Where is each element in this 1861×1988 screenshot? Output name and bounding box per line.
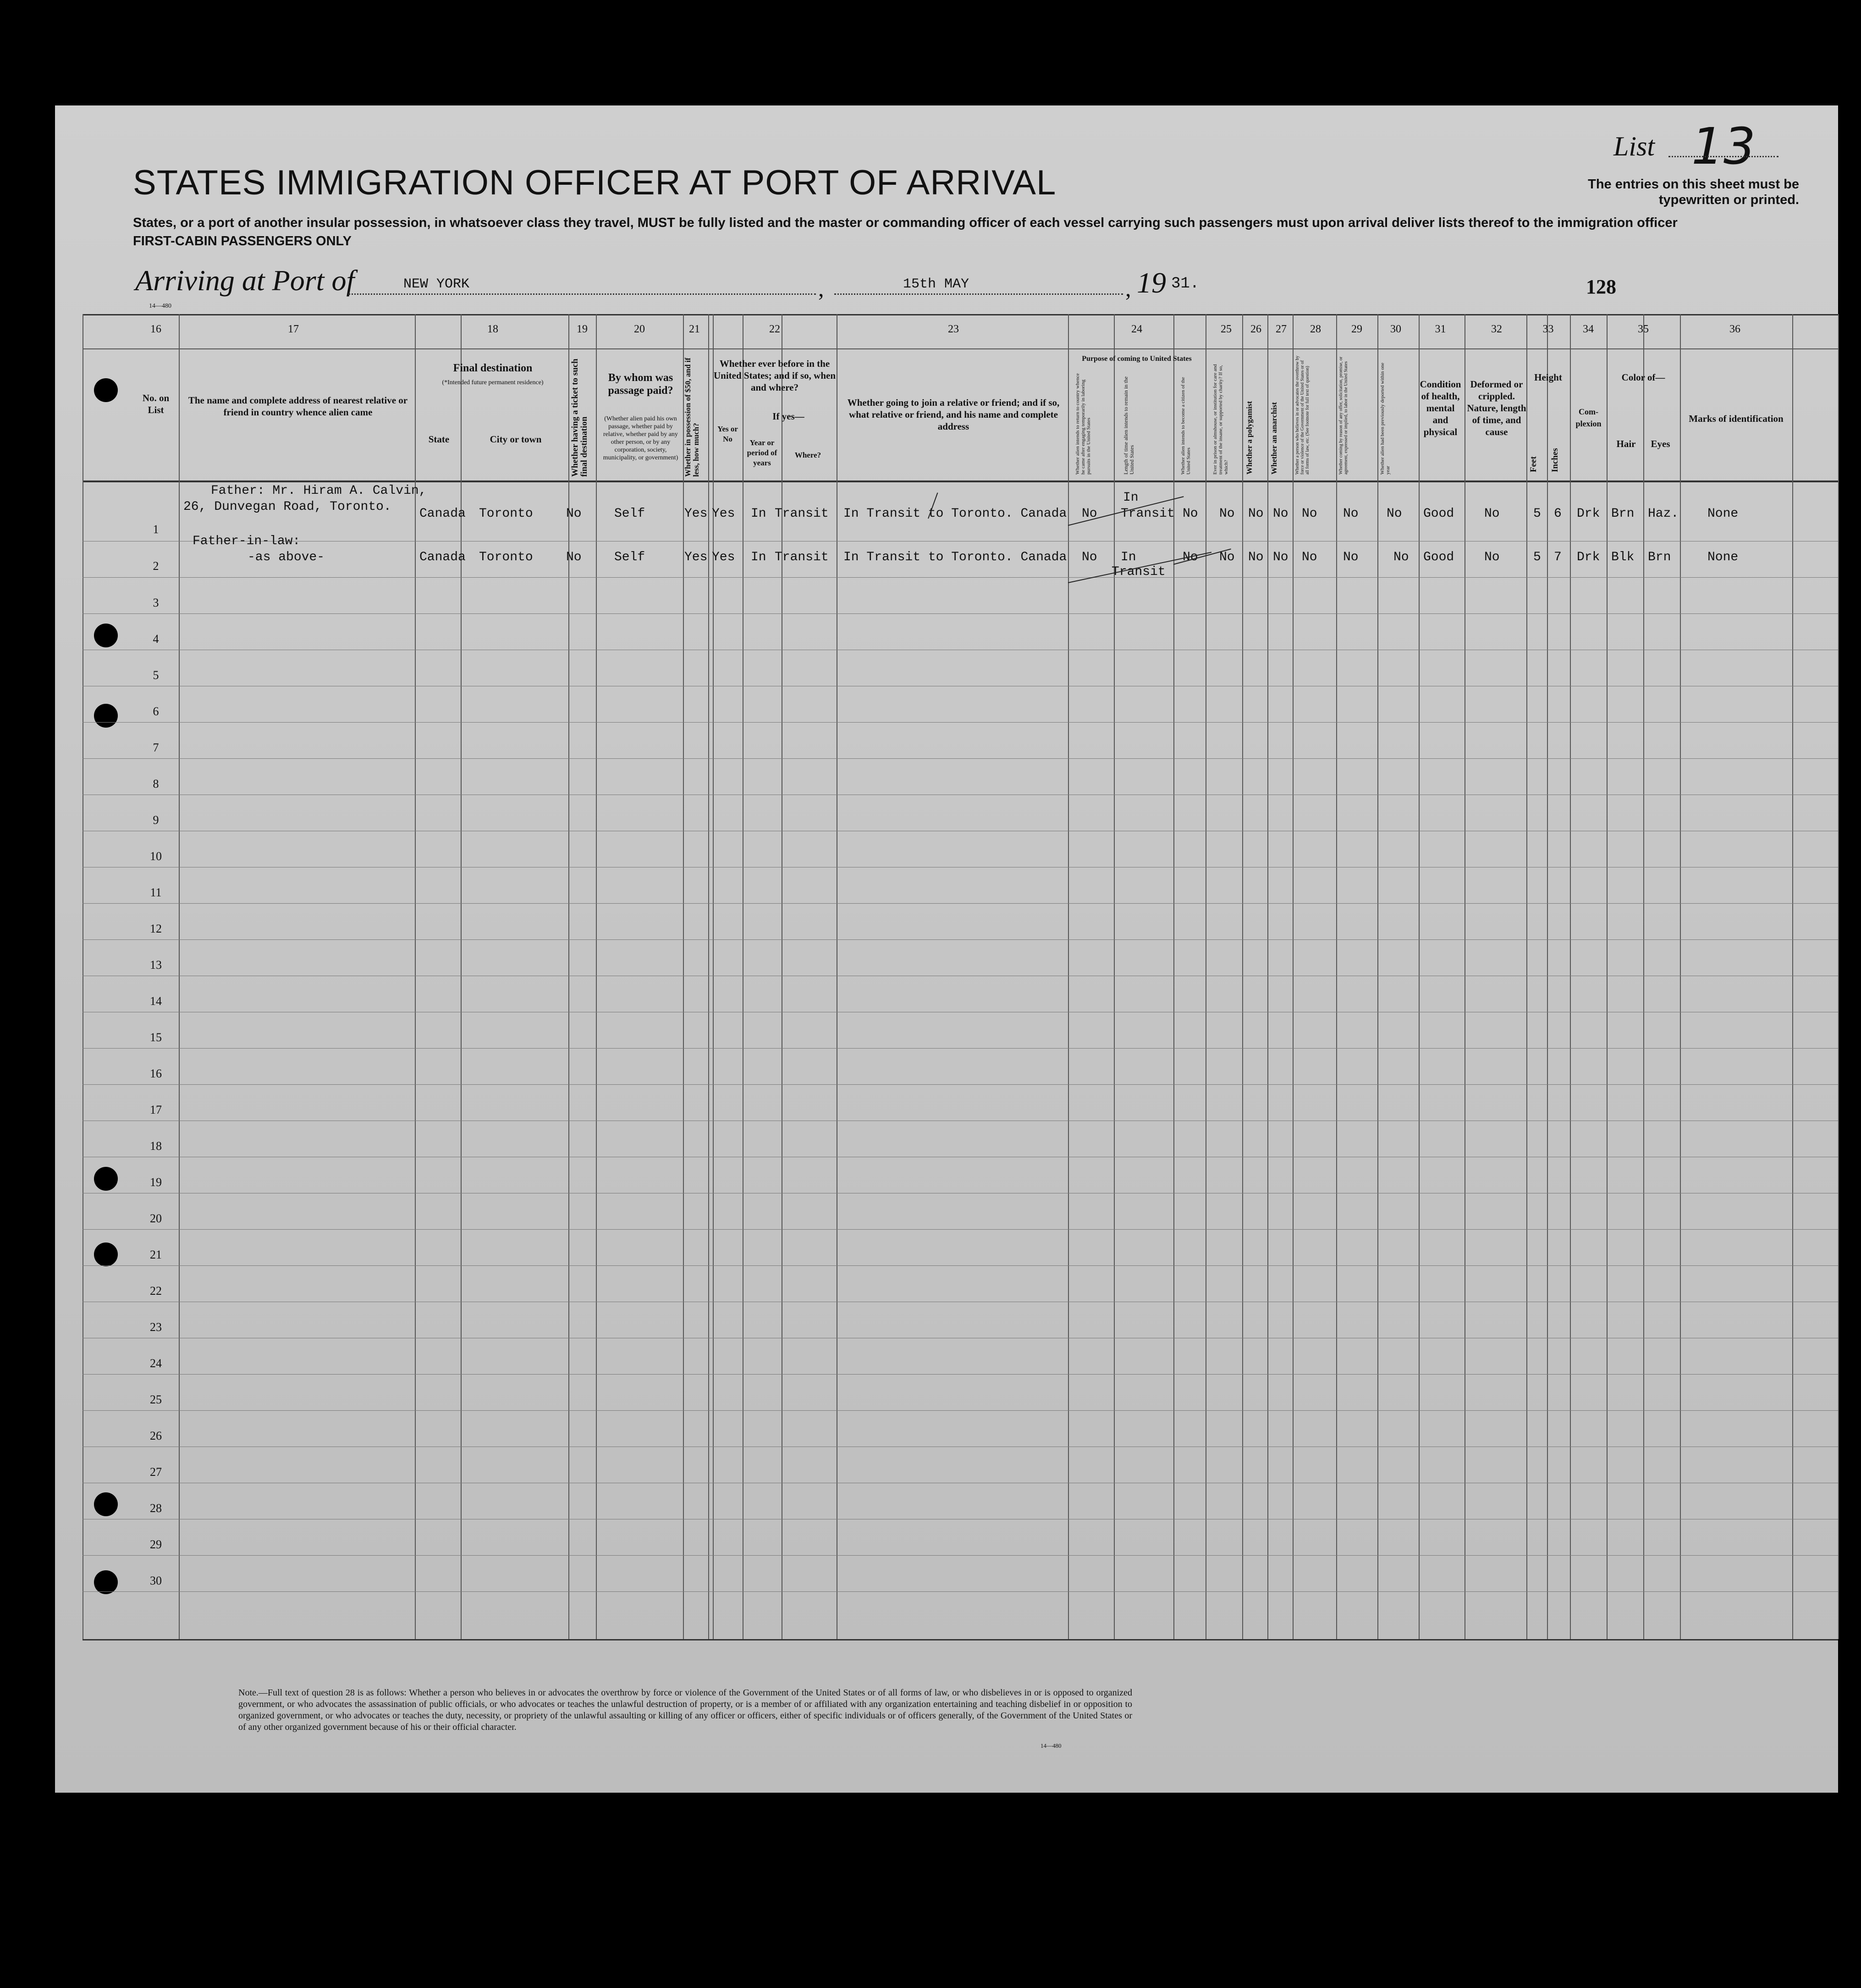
prison-value: No xyxy=(1219,550,1235,564)
column-line xyxy=(683,314,684,1639)
where-value: Transit xyxy=(775,507,829,521)
col-num-32: 32 xyxy=(1491,323,1502,335)
col-num-18: 18 xyxy=(487,323,498,335)
header-purpose: Purpose of coming to United States xyxy=(1082,355,1192,363)
column-line xyxy=(1377,314,1378,1639)
polygamist-value: No xyxy=(1248,507,1264,521)
anarchist-value: No xyxy=(1273,550,1288,564)
passage-paid-value: Self xyxy=(614,507,645,521)
footnote: Note.—Full text of question 28 is as follows: Whether a person who believes in or advocates the overthrow by force or violence of the Government of the United States or of all forms of law, or who disbelieves in or is opposed to organized government, or who advocates the assassination of public officials, or who advocates or teaches the unlawful destruction of property, or is a member of or affiliated with any organization entertaining and teaching disbelief in or opposition to organized government, or who advocates or teaches the duty, necessity, or propriety of the unlawful assaulting or killing of any officer or officers, either of specific individuals or of officers generally, of the Government of the United States or of any other organized government because of his or their official character. xyxy=(238,1688,1132,1732)
row-number: 6 xyxy=(153,705,159,718)
row-line xyxy=(83,1591,1838,1592)
overthrow-value: No xyxy=(1302,550,1317,564)
list-number-line xyxy=(1668,156,1778,157)
col-num-29: 29 xyxy=(1351,323,1362,335)
row-number: 7 xyxy=(153,741,159,754)
hair-value: Blk xyxy=(1611,550,1635,564)
header-fifty-dollars: Whether in possession of $50, and if less, how much? xyxy=(683,358,700,477)
table-bottom-border xyxy=(83,1639,1838,1640)
row-line xyxy=(83,758,1838,759)
column-line xyxy=(415,314,416,1639)
punch-hole xyxy=(94,624,118,647)
ticket-value: No xyxy=(566,507,582,521)
row-number: 4 xyxy=(153,632,159,646)
marks-value: None xyxy=(1707,550,1739,564)
header-final-destination: Final destination xyxy=(453,362,533,374)
column-line xyxy=(1570,314,1571,1639)
form-code: 14—480 xyxy=(149,303,171,309)
ever-before-value: Yes xyxy=(712,550,735,564)
column-line xyxy=(1680,314,1681,1639)
where-value: Transit xyxy=(775,550,829,564)
feet-value: 5 xyxy=(1533,550,1541,564)
return-value: No xyxy=(1082,507,1097,521)
header-health: Condition of health, mental and physical xyxy=(1420,379,1461,437)
return-value: No xyxy=(1082,550,1097,564)
health-value: Good xyxy=(1423,507,1454,521)
length-value-line2: Transit xyxy=(1112,565,1166,579)
complexion-value: Drk xyxy=(1577,550,1600,564)
col-num-34: 34 xyxy=(1583,323,1594,335)
header-marks: Marks of identification xyxy=(1689,413,1784,424)
relative-address-line1: Father-in-law: xyxy=(193,534,301,548)
list-instruction: The entries on this sheet must be typewritten or printed. xyxy=(1588,177,1799,207)
col-num-17: 17 xyxy=(288,323,299,335)
punch-hole xyxy=(94,1167,118,1191)
form-title: STATES IMMIGRATION OFFICER AT PORT OF ARRIVAL xyxy=(133,163,1057,202)
row-number: 2 xyxy=(153,559,159,573)
inches-value: 7 xyxy=(1554,550,1562,564)
header-prison: Ever in prison or almshouse, or institution for care and treatment of the insane, or supported by charity? If so, which? xyxy=(1212,364,1229,475)
comma: , xyxy=(1125,276,1131,301)
col-num-25: 25 xyxy=(1221,323,1232,335)
row-number: 8 xyxy=(153,777,159,790)
row-line xyxy=(83,722,1838,723)
row-line xyxy=(83,1229,1838,1230)
col-num-23: 23 xyxy=(948,323,959,335)
col-num-22: 22 xyxy=(769,323,780,335)
eyes-value: Brn xyxy=(1648,550,1671,564)
punch-hole xyxy=(94,378,118,402)
join-relative-value: In Transit to Toronto. Canada xyxy=(843,507,1067,521)
header-overthrow: Whether a person who believes in or advocates the overthrow by force or violence of the Government of the United States or of all forms of law, etc. (See footnote for full text of question) xyxy=(1295,355,1310,475)
header-purpose-length: Length of time alien intends to remain in the United States xyxy=(1123,376,1135,475)
header-year-period: Year or period of years xyxy=(747,438,777,467)
deported-value: No xyxy=(1387,507,1402,521)
header-offer: Whether coming by reason of any offer, solicitation, promise, or agreement, expressed or implied, to labor in the United States xyxy=(1338,356,1349,475)
row-number: 14 xyxy=(150,994,162,1008)
col-num-21: 21 xyxy=(689,323,700,335)
arriving-label: Arriving at Port of xyxy=(135,264,355,297)
complexion-value: Drk xyxy=(1577,507,1600,521)
col-num-24: 24 xyxy=(1131,323,1142,335)
column-line xyxy=(1607,314,1608,1639)
row-number: 27 xyxy=(150,1465,162,1479)
header-purpose-citizen: Whether alien intends to become a citizen of the United States xyxy=(1180,377,1191,475)
feet-value: 5 xyxy=(1533,507,1541,521)
column-line xyxy=(1643,314,1644,1639)
header-bottom-border xyxy=(83,480,1838,482)
health-value: Good xyxy=(1423,550,1454,564)
row-line xyxy=(83,1048,1838,1049)
deformed-value: No xyxy=(1484,550,1500,564)
header-height: Height xyxy=(1534,372,1562,383)
ever-before-value: Yes xyxy=(712,507,735,521)
header-purpose-return: Whether alien intends to return to country whence he came after engaging temporarily in laboring pursuits in the United States xyxy=(1075,373,1091,475)
polygamist-value: No xyxy=(1248,550,1264,564)
length-value-line2: Transit xyxy=(1121,507,1175,521)
row-number: 11 xyxy=(150,886,162,899)
col-num-31: 31 xyxy=(1435,323,1446,335)
column-line xyxy=(1293,314,1294,1639)
column-line xyxy=(1068,314,1069,1639)
row-number: 5 xyxy=(153,668,159,682)
header-hair: Hair xyxy=(1616,438,1636,449)
column-line xyxy=(1242,314,1243,1639)
header-ever-before: Whether ever before in the United States; and if so, when and where? xyxy=(713,358,836,393)
eyes-value: Haz. xyxy=(1648,507,1679,521)
length-value-line1: In xyxy=(1121,550,1136,564)
col-num-20: 20 xyxy=(634,323,645,335)
row-number: 1 xyxy=(153,523,159,536)
header-no-on-list: No. on List xyxy=(142,392,170,415)
header-if-yes: If yes— xyxy=(772,411,804,422)
column-line xyxy=(1547,314,1548,1639)
col-num-27: 27 xyxy=(1276,323,1287,335)
fifty-value: Yes xyxy=(684,550,708,564)
year-period-value: In xyxy=(751,507,766,521)
header-polygamist: Whether a polygamist xyxy=(1245,401,1254,475)
col-num-30: 30 xyxy=(1390,323,1401,335)
header-yes-no: Yes or No xyxy=(717,425,738,443)
punch-hole xyxy=(94,1242,118,1266)
col-num-26: 26 xyxy=(1250,323,1261,335)
row-number: 26 xyxy=(150,1429,162,1442)
row-number: 23 xyxy=(150,1320,162,1334)
inches-value: 6 xyxy=(1554,507,1562,521)
row-line xyxy=(83,577,1838,578)
row-line xyxy=(83,613,1838,614)
column-line xyxy=(708,314,709,1639)
row-line xyxy=(83,1555,1838,1556)
row-number: 24 xyxy=(150,1357,162,1370)
col-num-28: 28 xyxy=(1310,323,1321,335)
header-ticket: Whether having a ticket to such final destination xyxy=(570,359,589,477)
header-passage-paid: By whom was passage paid? xyxy=(608,372,673,397)
dest-state: Canada xyxy=(419,507,466,521)
row-number: 13 xyxy=(150,958,162,972)
col-num-16: 16 xyxy=(150,323,161,335)
row-number: 15 xyxy=(150,1031,162,1044)
column-line xyxy=(1838,314,1839,1639)
page-number: 128 xyxy=(1586,276,1616,298)
row-number: 3 xyxy=(153,596,159,609)
header-color-of: Color of— xyxy=(1621,372,1665,383)
header-feet: Feet xyxy=(1529,456,1538,472)
column-line xyxy=(179,314,180,1639)
citizen-value: No xyxy=(1183,507,1198,521)
col-num-36: 36 xyxy=(1729,323,1740,335)
overthrow-value: No xyxy=(1302,507,1317,521)
row-line xyxy=(83,903,1838,904)
hair-value: Brn xyxy=(1611,507,1635,521)
row-line xyxy=(83,1084,1838,1085)
list-label: List xyxy=(1613,131,1655,161)
list-number: 13 xyxy=(1691,117,1756,176)
col-num-35: 35 xyxy=(1638,323,1649,335)
date-line xyxy=(834,293,1123,295)
dest-state: Canada xyxy=(419,550,466,564)
header-relative-address: The name and complete address of nearest relative or friend in country whence alien came xyxy=(188,395,408,418)
header-passage-paid-note: (Whether alien paid his own passage, whether paid by relative, whether paid by any other person, or by any corporation, society, municipality, or government) xyxy=(603,415,678,461)
header-join-relative: Whether going to join a relative or friend; and if so, what relative or friend, and his name and complete address xyxy=(847,397,1060,432)
col-num-19: 19 xyxy=(577,323,588,335)
row-number: 25 xyxy=(150,1393,162,1406)
ticket-value: No xyxy=(566,550,582,564)
header-where: Where? xyxy=(794,451,821,459)
row-number: 22 xyxy=(150,1284,162,1298)
fifty-value: Yes xyxy=(684,507,708,521)
row-number: 29 xyxy=(150,1538,162,1551)
dest-city: Toronto xyxy=(479,507,533,521)
header-city: City or town xyxy=(490,434,542,445)
row-number: 18 xyxy=(150,1139,162,1153)
column-line xyxy=(1267,314,1268,1639)
table-top-border xyxy=(83,314,1838,315)
row-number: 30 xyxy=(150,1574,162,1587)
marks-value: None xyxy=(1707,507,1739,521)
offer-value: No xyxy=(1343,507,1359,521)
join-relative-value: In Transit to Toronto. Canada xyxy=(843,550,1067,564)
comma: , xyxy=(818,276,824,301)
punch-hole xyxy=(94,1570,118,1594)
header-deformed: Deformed or crippled. Nature, length of time, and cause xyxy=(1467,379,1526,437)
colnum-border xyxy=(83,348,1838,349)
header-final-destination-note: (*Intended future permanent residence) xyxy=(442,379,544,386)
footer-form-code: 14—480 xyxy=(1041,1742,1062,1749)
port-value: NEW YORK xyxy=(403,276,470,292)
port-line xyxy=(348,293,816,295)
date-value: 15th MAY xyxy=(903,276,969,292)
relative-address-line2: 26, Dunvegan Road, Toronto. xyxy=(183,500,391,514)
column-line xyxy=(1792,314,1793,1639)
relative-address-line2: -as above- xyxy=(248,550,325,564)
prison-value: No xyxy=(1219,507,1235,521)
column-line xyxy=(1526,314,1527,1639)
year-suffix: 31. xyxy=(1171,275,1200,293)
punch-hole xyxy=(94,704,118,728)
row-line xyxy=(83,1265,1838,1266)
punch-hole xyxy=(94,1492,118,1516)
citizen-value: No xyxy=(1183,550,1198,564)
offer-value: No xyxy=(1343,550,1359,564)
row-line xyxy=(83,1374,1838,1375)
deported-value: No xyxy=(1393,550,1409,564)
dest-city: Toronto xyxy=(479,550,533,564)
passage-paid-value: Self xyxy=(614,550,645,564)
header-anarchist: Whether an anarchist xyxy=(1270,402,1278,475)
row-number: 21 xyxy=(150,1248,162,1261)
header-complexion: Com-plexion xyxy=(1575,407,1602,428)
deformed-value: No xyxy=(1484,507,1500,521)
row-line xyxy=(83,939,1838,940)
column-line xyxy=(596,314,597,1639)
header-inches: Inches xyxy=(1550,448,1560,472)
year-prefix: 19 xyxy=(1137,266,1166,299)
row-number: 20 xyxy=(150,1212,162,1225)
year-period-value: In xyxy=(751,550,766,564)
row-number: 9 xyxy=(153,813,159,827)
form-subtitle: States, or a port of another insular possession, in whatsoever class they travel, MUST be fully listed and the master or commanding officer of each vessel carrying such passengers must upon arrival deliver lists thereof to the immigration officer xyxy=(133,215,1678,230)
header-eyes: Eyes xyxy=(1651,438,1670,449)
col-num-33: 33 xyxy=(1542,323,1554,335)
header-state: State xyxy=(428,434,450,445)
row-number: 28 xyxy=(150,1502,162,1515)
header-deported: Whether alien had been previously deported within one year xyxy=(1380,362,1391,475)
row-number: 12 xyxy=(150,922,162,935)
cabin-class-label: FIRST-CABIN PASSENGERS ONLY xyxy=(133,234,352,248)
column-line xyxy=(1336,314,1337,1639)
anarchist-value: No xyxy=(1273,507,1288,521)
column-line xyxy=(1419,314,1420,1639)
row-number: 19 xyxy=(150,1176,162,1189)
relative-address-line1: Father: Mr. Hiram A. Calvin, xyxy=(211,484,427,498)
row-line xyxy=(83,1410,1838,1411)
row-number: 16 xyxy=(150,1067,162,1080)
row-number: 17 xyxy=(150,1103,162,1116)
length-value-line1: In xyxy=(1123,491,1139,505)
row-number: 10 xyxy=(150,850,162,863)
